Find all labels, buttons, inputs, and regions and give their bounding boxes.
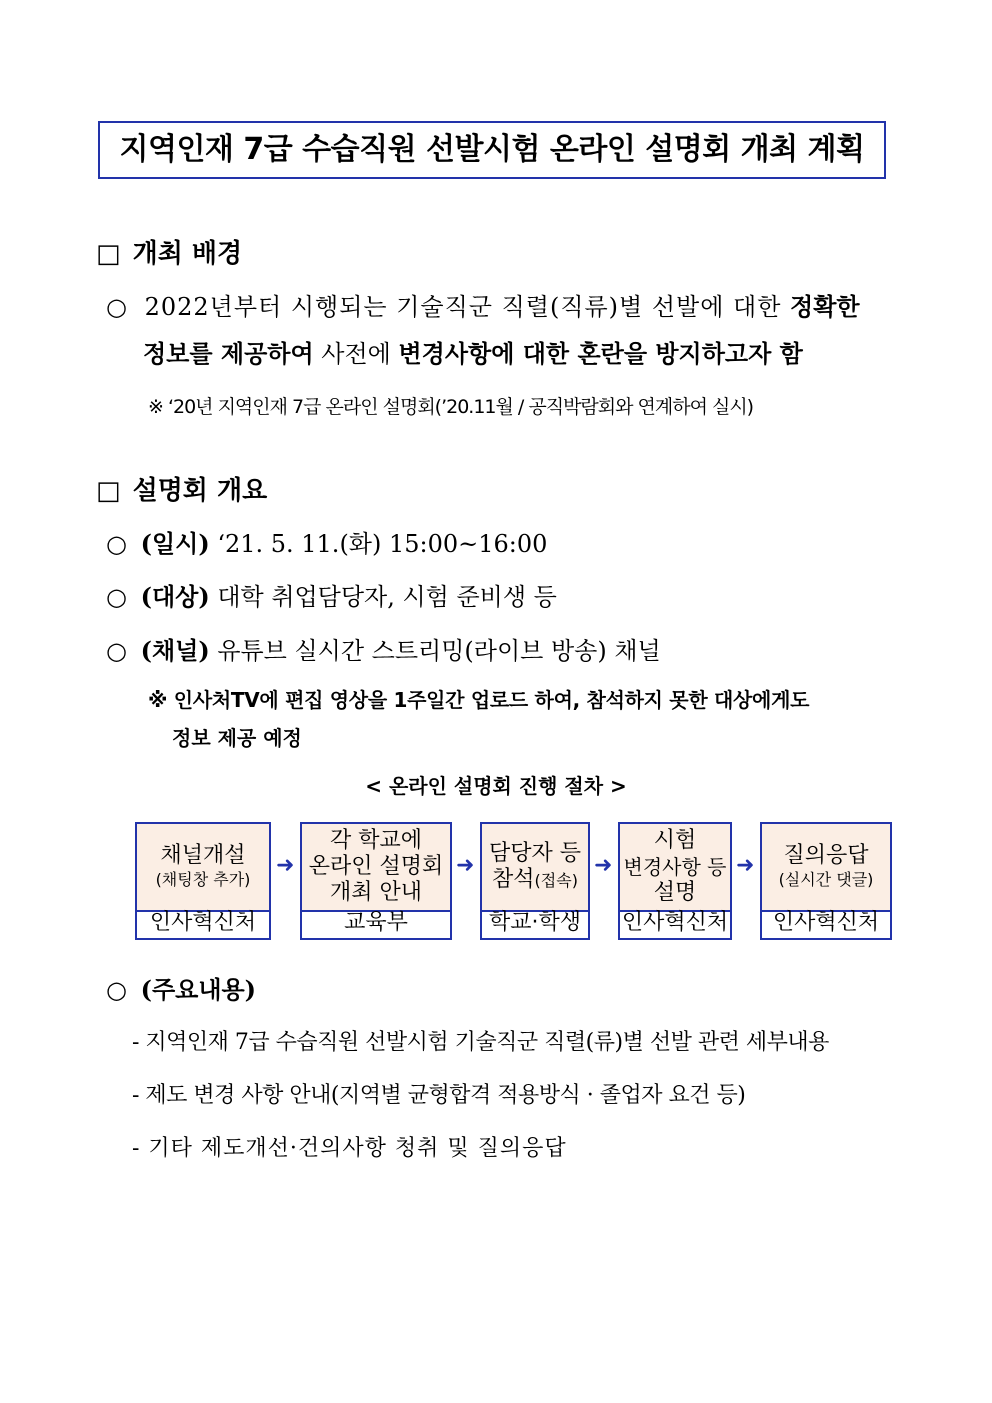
item-label: (대상) <box>140 582 210 611</box>
procedure-caption: < 온라인 설명회 진행 절차 > <box>365 774 627 798</box>
overview-item-channel <box>106 631 661 666</box>
arrow-right-icon: ➜ <box>594 852 613 877</box>
step-title: 온라인 설명회 <box>308 854 444 879</box>
section-box-marker: □ <box>96 476 121 506</box>
arrow-right-icon: ➜ <box>276 852 295 877</box>
step-owner: 교육부 <box>344 910 408 935</box>
section-title: 개최 배경 <box>132 239 243 269</box>
step-title: 담당자 등 <box>488 840 581 866</box>
channel-note-line-2: 정보 제공 예정 <box>172 726 302 750</box>
channel-note-line-1: ※ 인사처TV에 편집 영상을 1주일간 업로드 하여, 참석하지 못한 대상에게도 <box>148 688 810 712</box>
main-content-item-1: - 지역인재 7급 수습직원 선발시험 기술직군 직렬(류)별 선발 관련 세부내용 <box>132 1030 829 1055</box>
step-owner: 인사혁신처 <box>621 910 729 935</box>
background-emphasis: 정확한 <box>790 292 860 321</box>
item-text: 대학 취업담당자, 시험 준비생 등 <box>209 583 557 611</box>
step-title: 변경사항 등 <box>623 855 727 879</box>
step-title-small: (접속) <box>534 870 578 890</box>
item-text: ‘21. 5. 11.(화) 15:00~16:00 <box>209 530 548 558</box>
step-description <box>137 824 269 912</box>
item-label: (주요내용) <box>140 975 257 1004</box>
bullet-circle: ○ <box>106 530 127 558</box>
procedure-step-2 <box>300 822 452 940</box>
main-content-item-3: - 기타 제도개선·건의사항 청취 및 질의응답 <box>132 1136 567 1161</box>
step-title: 질의응답 <box>783 843 869 868</box>
item-label: (일시) <box>140 529 210 558</box>
section-heading-overview <box>96 470 267 507</box>
step-owner: 인사혁신처 <box>149 910 257 935</box>
background-emphasis: 변경사항에 대한 혼란을 방지하고자 함 <box>398 339 803 368</box>
procedure-step-3 <box>480 822 590 940</box>
bullet-circle: ○ <box>106 583 127 611</box>
main-content-heading <box>106 970 256 1005</box>
arrow-right-icon: ➜ <box>736 852 755 877</box>
step-description <box>762 824 890 912</box>
step-title: 시험 <box>653 828 697 853</box>
bullet-circle: ○ <box>106 293 127 321</box>
overview-item-target <box>106 577 557 612</box>
item-text: 유튜브 실시간 스트리밍(라이브 방송) 채널 <box>209 637 661 665</box>
background-text: 2022년부터 시행되는 기술직군 직렬(직류)별 선발에 대한 <box>144 293 791 321</box>
background-line-1 <box>106 287 860 322</box>
step-subtitle: (실시간 댓글) <box>778 870 874 889</box>
step-owner: 인사혁신처 <box>772 910 880 935</box>
step-title <box>492 867 578 894</box>
bullet-circle: ○ <box>106 637 127 665</box>
step-title: 개최 안내 <box>329 880 422 905</box>
step-owner: 학교·학생 <box>488 910 581 935</box>
step-subtitle: (채팅창 추가) <box>155 870 251 889</box>
step-description <box>302 824 450 912</box>
step-description <box>620 824 730 912</box>
section-box-marker: □ <box>96 239 121 269</box>
procedure-step-1 <box>135 822 271 940</box>
arrow-right-icon: ➜ <box>456 852 475 877</box>
background-line-2 <box>143 334 803 369</box>
procedure-step-4 <box>618 822 732 940</box>
section-title: 설명회 개요 <box>132 476 268 506</box>
bullet-circle: ○ <box>106 976 127 1004</box>
item-label: (채널) <box>140 636 210 665</box>
background-note: ※ ‘20년 지역인재 7급 온라인 설명회(’20.11월 / 공직박람회와 연계하여 실시) <box>148 396 754 418</box>
section-heading-background <box>96 233 242 270</box>
step-title-text: 참석 <box>492 866 535 892</box>
step-title: 설명 <box>653 880 697 905</box>
step-title: 채널개설 <box>160 843 246 868</box>
background-text: 사전에 <box>313 340 399 368</box>
background-emphasis: 정보를 제공하여 <box>143 339 314 368</box>
main-content-item-2: - 제도 변경 사항 안내(지역별 균형합격 적용방식 · 졸업자 요건 등) <box>132 1083 746 1108</box>
procedure-step-5 <box>760 822 892 940</box>
step-description <box>482 824 588 912</box>
overview-item-date <box>106 524 547 559</box>
page-title: 지역인재 7급 수습직원 선발시험 온라인 설명회 개최 계획 <box>98 121 886 179</box>
step-title: 각 학교에 <box>329 828 422 853</box>
